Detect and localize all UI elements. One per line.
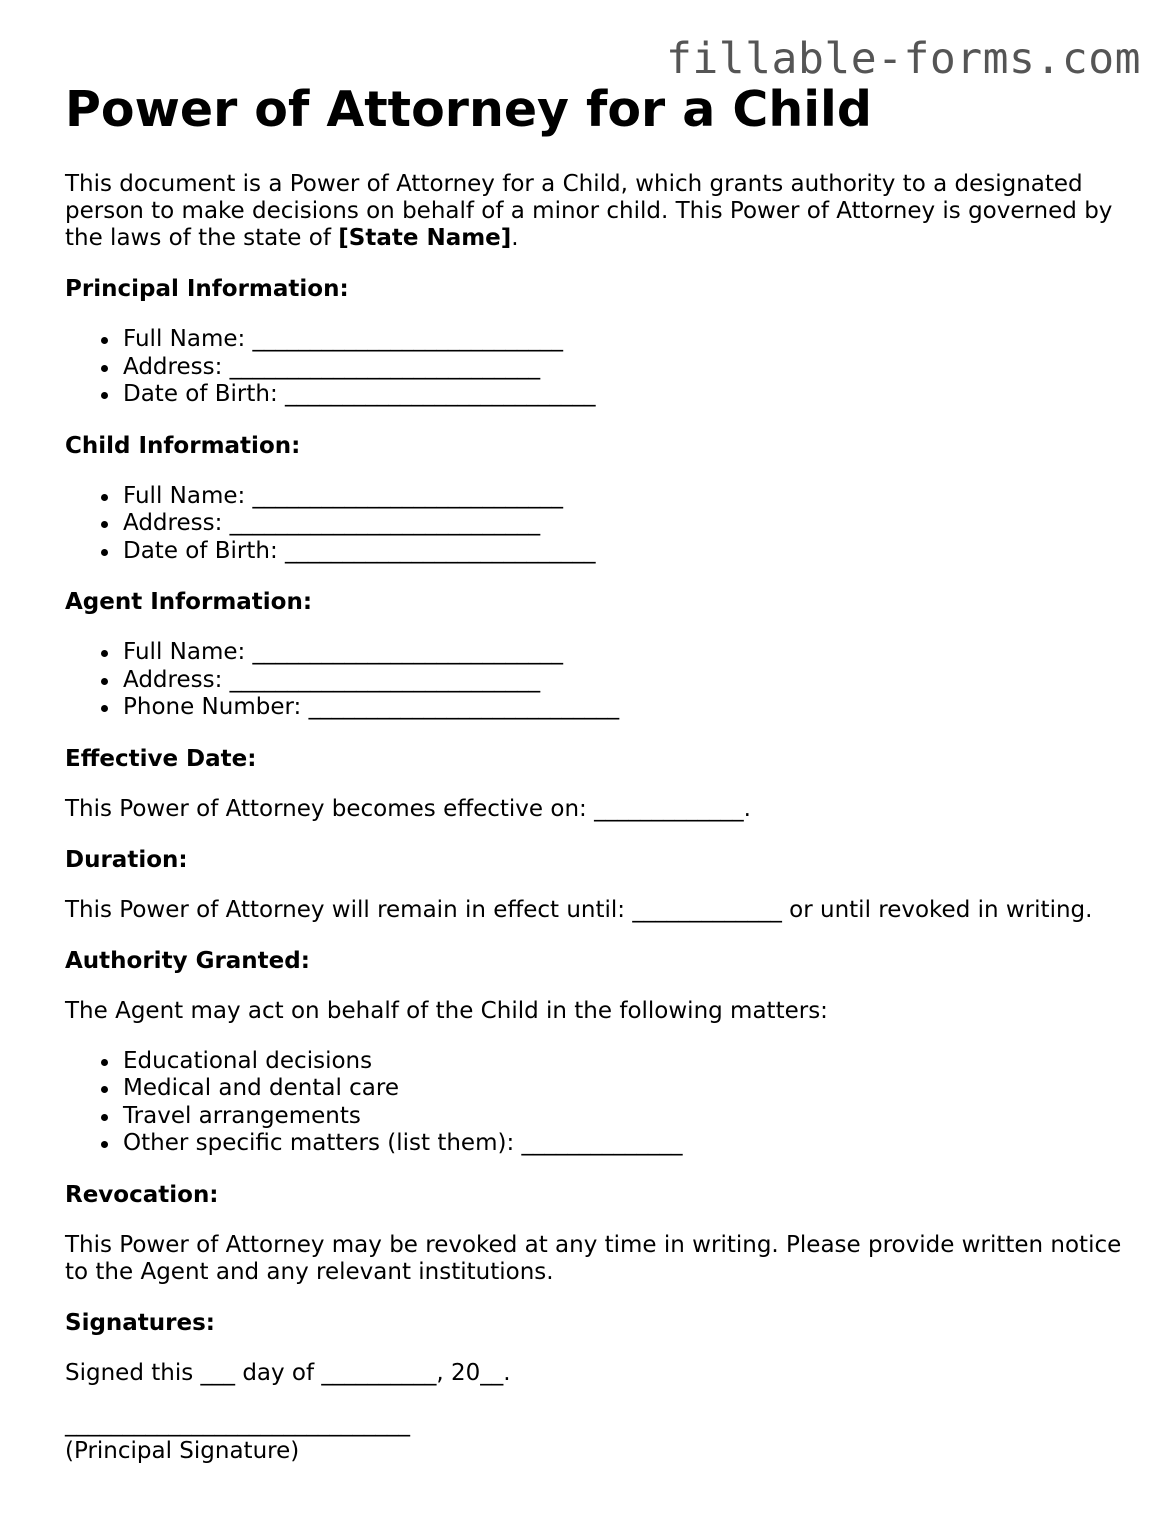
- duration-field[interactable]: This Power of Attorney will remain in effect until: _____________ or until revoked in writing.: [65, 896, 1093, 923]
- effective-date-field[interactable]: This Power of Attorney becomes effective on: _____________.: [65, 795, 751, 822]
- signature-block: [65, 1411, 1125, 1465]
- intro-text-end: .: [511, 225, 519, 251]
- authority-item: Educational decisions: [123, 1048, 1125, 1076]
- child-address-field[interactable]: Address: ___________________________: [123, 510, 1125, 538]
- state-name-placeholder[interactable]: [State Name]: [338, 225, 512, 251]
- authority-list: [65, 1048, 1125, 1158]
- principal-signature-caption: (Principal Signature): [65, 1437, 300, 1464]
- signatures-heading: Signatures:: [65, 1309, 216, 1336]
- child-heading: Child Information:: [65, 432, 301, 459]
- child-dob-field[interactable]: Date of Birth: ___________________________: [123, 538, 1125, 566]
- agent-heading: Agent Information:: [65, 589, 313, 615]
- principal-heading: Principal Information:: [65, 276, 349, 302]
- authority-heading: Authority Granted:: [65, 947, 310, 974]
- authority-item: Medical and dental care: [123, 1075, 1125, 1103]
- authority-item: Travel arrangements: [123, 1103, 1125, 1131]
- agent-address-field[interactable]: Address: ___________________________: [123, 667, 1125, 695]
- child-full-name-field[interactable]: Full Name: ___________________________: [123, 483, 1125, 511]
- revocation-text: This Power of Attorney may be revoked at any time in writing. Please provide written notice to the Agent and any relevant institutions.: [65, 1231, 1122, 1285]
- agent-phone-field[interactable]: Phone Number: ___________________________: [123, 694, 1125, 722]
- agent-fields: [65, 639, 1125, 722]
- authority-other-field[interactable]: Other specific matters (list them): ______________: [123, 1130, 1125, 1158]
- document-title: Power of Attorney for a Child: [65, 81, 872, 138]
- principal-full-name-field[interactable]: Full Name: ___________________________: [123, 326, 1125, 354]
- principal-signature-line[interactable]: ______________________________: [65, 1410, 410, 1437]
- document-page: [65, 82, 1125, 1465]
- authority-text: The Agent may act on behalf of the Child in the following matters:: [65, 997, 828, 1024]
- signed-date-field[interactable]: Signed this ___ day of __________, 20__.: [65, 1359, 511, 1386]
- duration-heading: Duration:: [65, 846, 188, 873]
- principal-fields: [65, 326, 1125, 409]
- effective-date-heading: Effective Date:: [65, 745, 257, 772]
- intro-text: This document is a Power of Attorney for a Child, which grants authority to a designated person to make decisions on behalf of a minor child. This Power of Attorney is governed by the laws of the state of: [65, 171, 1113, 251]
- intro-paragraph: [65, 171, 1125, 252]
- watermark: fillable-forms.com: [666, 34, 1141, 84]
- principal-address-field[interactable]: Address: ___________________________: [123, 354, 1125, 382]
- principal-dob-field[interactable]: Date of Birth: ___________________________: [123, 381, 1125, 409]
- revocation-heading: Revocation:: [65, 1181, 219, 1208]
- agent-full-name-field[interactable]: Full Name: ___________________________: [123, 639, 1125, 667]
- child-fields: [65, 483, 1125, 566]
